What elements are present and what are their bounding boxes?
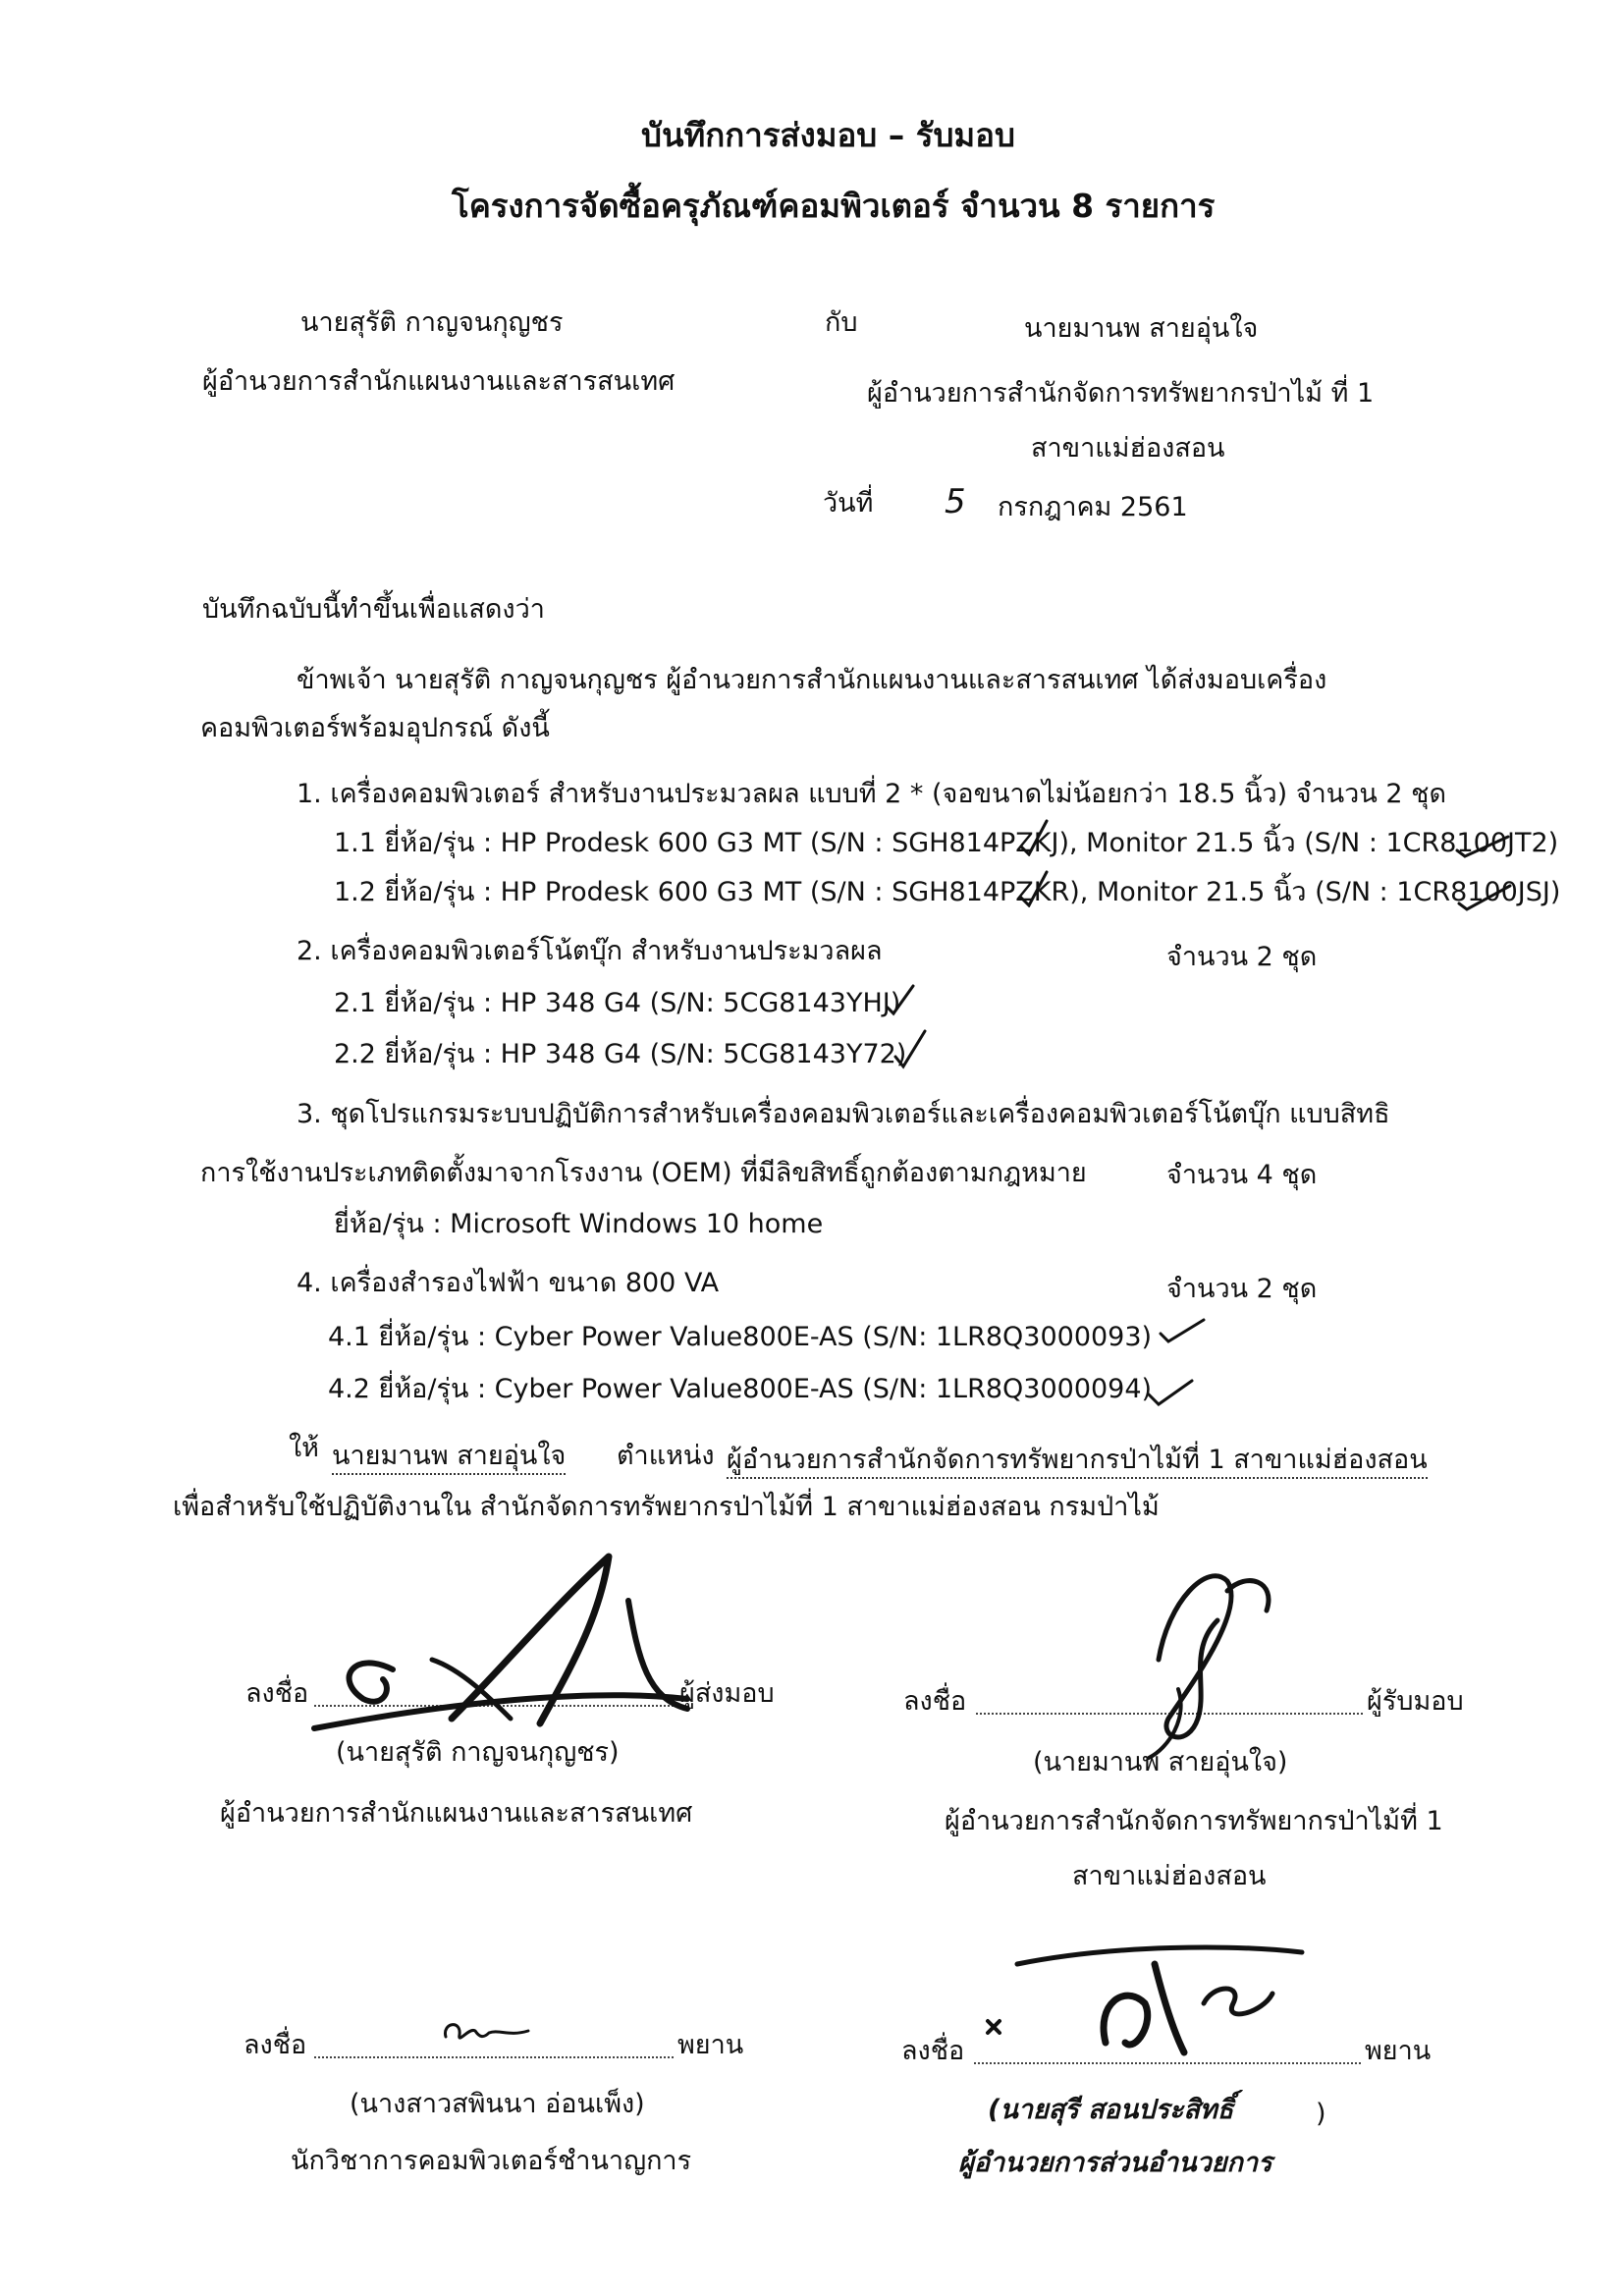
- signature-line: [314, 2056, 674, 2058]
- witness2-signature: [978, 1944, 1322, 2062]
- deliverer-role: ผู้ส่งมอบ: [679, 1678, 775, 1709]
- item-3-line-2: การใช้งานประเภทติดตั้งมาจากโรงงาน (OEM) ที่มีลิขสิทธิ์ถูกต้องตามกฎหมาย: [200, 1158, 1087, 1188]
- item-1-1: 1.1 ยี่ห้อ/รุ่น : HP Prodesk 600 G3 MT (S/N : SGH814PZKJ), Monitor 21.5 นิ้ว (S/N : 1CR8100JT2): [334, 828, 1559, 858]
- document-title: บันทึกการส่งมอบ – รับมอบ: [641, 116, 1015, 154]
- check-mark-icon: [1457, 882, 1512, 911]
- receiver-position: ผู้อำนวยการสำนักจัดการทรัพยากรป่าไม้ ที่ 1: [867, 378, 1375, 409]
- deliverer-position: ผู้อำนวยการสำนักแผนงานและสารสนเทศ: [220, 1798, 693, 1829]
- check-mark-icon: [1455, 833, 1510, 858]
- receiver-name: (นายมานพ สายอุ่นใจ): [1033, 1747, 1288, 1777]
- item-2-quantity: จำนวน 2 ชุด: [1166, 942, 1318, 972]
- sign-label: ลงชื่อ: [901, 2036, 965, 2066]
- give-position-label: ตำแหน่ง: [617, 1441, 715, 1471]
- intro-text: บันทึกฉบับนี้ทำขึ้นเพื่อแสดงว่า: [202, 594, 545, 625]
- purpose-text: เพื่อสำหรับใช้ปฏิบัติงานใน สำนักจัดการทรัพยากรป่าไม้ที่ 1 สาขาแม่ฮ่องสอน กรมป่าไม้: [173, 1492, 1160, 1522]
- paragraph-line: ข้าพเจ้า นายสุรัติ กาญจนกุญชร ผู้อำนวยการสำนักแผนงานและสารสนเทศ ได้ส่งมอบเครื่อง: [297, 665, 1327, 695]
- receiver-branch: สาขาแม่ฮ่องสอน: [1031, 433, 1225, 464]
- with-label: กับ: [825, 307, 858, 338]
- date-label: วันที่: [823, 488, 874, 519]
- signature-line: [974, 2062, 1361, 2064]
- witness1-name: (นางสาวสพินนา อ่อนเพ็ง): [350, 2089, 645, 2119]
- sign-label: ลงชื่อ: [243, 2030, 307, 2060]
- witness2-position: ผู้อำนวยการส่วนอำนวยการ: [958, 2148, 1272, 2178]
- document-subtitle: โครงการจัดซื้อครุภัณฑ์คอมพิวเตอร์ จำนวน 8 รายการ: [452, 187, 1216, 225]
- item-3-quantity: จำนวน 4 ชุด: [1166, 1160, 1318, 1190]
- item-2-1: 2.1 ยี่ห้อ/รุ่น : HP 348 G4 (S/N: 5CG8143YHJ): [334, 988, 901, 1018]
- item-2-2: 2.2 ยี่ห้อ/รุ่น : HP 348 G4 (S/N: 5CG8143Y72): [334, 1039, 907, 1069]
- receiver-name: นายมานพ สายอุ่นใจ: [1024, 313, 1259, 344]
- witness2-role: พยาน: [1365, 2036, 1432, 2066]
- item-3: 3. ชุดโปรแกรมระบบปฏิบัติการสำหรับเครื่องคอมพิวเตอร์และเครื่องคอมพิวเตอร์โน้ตบุ๊ก แบบสิทธิ: [297, 1099, 1390, 1129]
- date-day: 5: [945, 482, 966, 521]
- check-mark-icon: [1147, 1377, 1194, 1408]
- item-1-2: 1.2 ยี่ห้อ/รุ่น : HP Prodesk 600 G3 MT (S/N : SGH814PZKR), Monitor 21.5 นิ้ว (S/N : 1CR8100JSJ): [334, 877, 1561, 907]
- check-mark-icon: [893, 1027, 927, 1070]
- check-mark-icon: [1019, 817, 1049, 856]
- sender-position: ผู้อำนวยการสำนักแผนงานและสารสนเทศ: [202, 366, 676, 397]
- date-month-year: กรกฎาคม 2561: [998, 492, 1188, 522]
- give-position: ผู้อำนวยการสำนักจัดการทรัพยากรป่าไม้ที่ 1 สาขาแม่ฮ่องสอน: [727, 1444, 1428, 1479]
- give-prefix: ให้: [289, 1433, 319, 1463]
- sign-label: ลงชื่อ: [245, 1678, 309, 1709]
- item-1: 1. เครื่องคอมพิวเตอร์ สำหรับงานประมวลผล แบบที่ 2 * (จอขนาดไม่น้อยกว่า 18.5 นิ้ว) จำนวน 2 ชุด: [297, 779, 1447, 809]
- receiver-role: ผู้รับมอบ: [1367, 1686, 1464, 1717]
- deliverer-name: (นายสุรัติ กาญจนกุญชร): [336, 1737, 620, 1768]
- item-2: 2. เครื่องคอมพิวเตอร์โน้ตบุ๊ก สำหรับงานประมวลผล: [297, 936, 883, 966]
- receiver-position: ผู้อำนวยการสำนักจัดการทรัพยากรป่าไม้ที่ 1: [945, 1806, 1443, 1836]
- receiver-branch: สาขาแม่ฮ่องสอน: [1072, 1861, 1267, 1891]
- give-name: นายมานพ สายอุ่นใจ: [332, 1440, 566, 1475]
- check-mark-icon: [1019, 868, 1049, 907]
- check-mark-icon: [1159, 1316, 1206, 1345]
- witness1-role: พยาน: [677, 2030, 744, 2060]
- witness1-position: นักวิชาการคอมพิวเตอร์ชำนาญการ: [291, 2146, 692, 2176]
- item-4: 4. เครื่องสำรองไฟฟ้า ขนาด 800 VA: [297, 1268, 720, 1298]
- item-3-brand: ยี่ห้อ/รุ่น : Microsoft Windows 10 home: [334, 1209, 824, 1239]
- sign-label: ลงชื่อ: [903, 1686, 967, 1717]
- witness1-signature: [440, 2013, 548, 2052]
- sender-name: นายสุรัติ กาญจนกุญชร: [300, 307, 564, 338]
- deliverer-signature: [275, 1552, 707, 1748]
- item-4-quantity: จำนวน 2 ชุด: [1166, 1274, 1318, 1304]
- witness2-close: ): [1316, 2099, 1326, 2129]
- paragraph-line: คอมพิวเตอร์พร้อมอุปกรณ์ ดังนี้: [200, 713, 550, 743]
- witness2-name: (นายสุรี สอนประสิทธิ์: [988, 2095, 1234, 2125]
- check-mark-icon: [886, 982, 915, 1017]
- item-4-1: 4.1 ยี่ห้อ/รุ่น : Cyber Power Value800E-AS (S/N: 1LR8Q3000093): [328, 1322, 1153, 1352]
- item-4-2: 4.2 ยี่ห้อ/รุ่น : Cyber Power Value800E-AS (S/N: 1LR8Q3000094): [328, 1374, 1153, 1404]
